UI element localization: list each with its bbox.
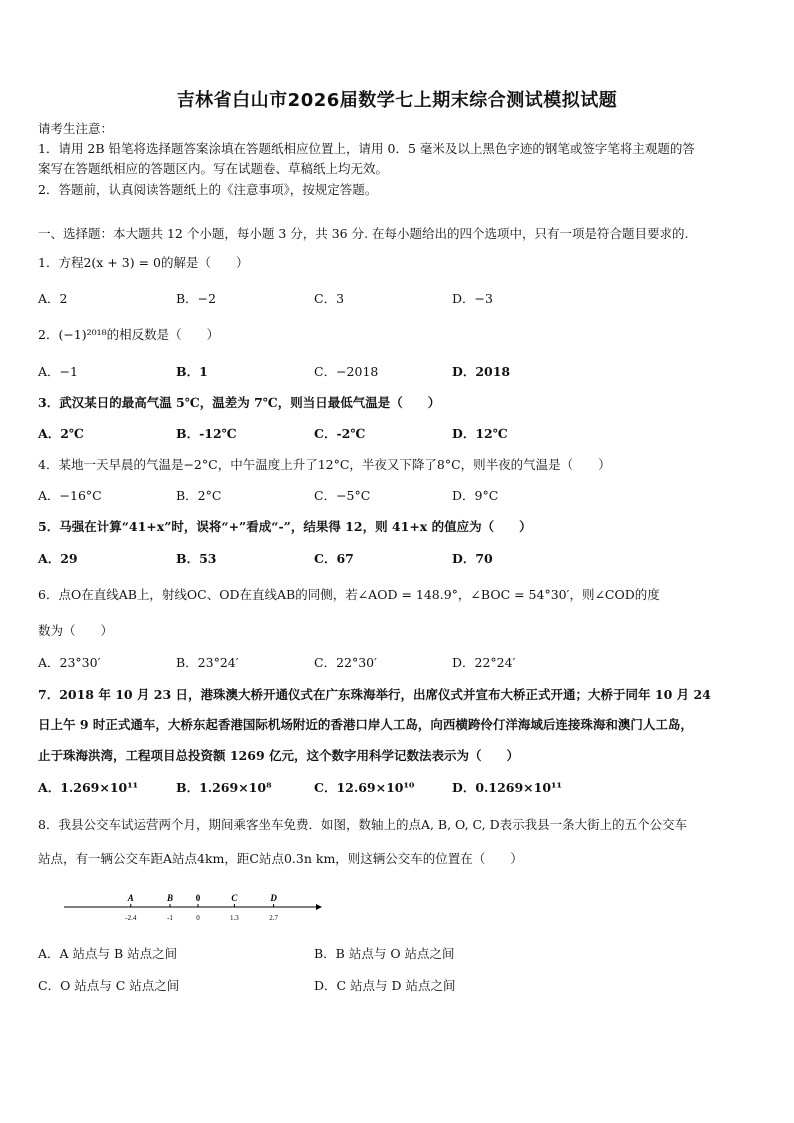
question-4-stem: 4．某地一天早晨的气温是−2°C，中午温度上升了12°C，半夜又下降了8°C，则半夜的气温是（ ） bbox=[38, 457, 611, 472]
number-line-point-label-2: 0 bbox=[195, 893, 201, 903]
number-line-figure bbox=[64, 890, 334, 926]
question-8-option-c[interactable]: C．O 站点与 C 站点之间 bbox=[38, 978, 180, 993]
question-3-option-c[interactable]: C．-2℃ bbox=[314, 426, 366, 441]
question-8-option-a[interactable]: A．A 站点与 B 站点之间 bbox=[38, 946, 178, 961]
question-3-option-d[interactable]: D．12℃ bbox=[452, 426, 508, 441]
question-6-option-d[interactable]: D．22°24′ bbox=[452, 655, 516, 670]
number-line-arrow-icon bbox=[316, 904, 322, 910]
section-heading: 一、选择题：本大题共 12 个小题，每小题 3 分，共 36 分. 在每小题给出的四个选项中，只有一项是符合题目要求的. bbox=[38, 226, 689, 241]
question-7-stem-line-2: 日上午 9 时正式通车，大桥东起香港国际机场附近的香港口岸人工岛，向西横跨伶仃洋海域后连接珠海和澳门人工岛， bbox=[38, 717, 693, 732]
notice-item-2: 2．答题前，认真阅读答题纸上的《注意事项》，按规定答题。 bbox=[38, 182, 378, 197]
question-3-stem: 3．武汉某日的最高气温 5℃，温差为 7℃，则当日最低气温是（ ） bbox=[38, 395, 441, 410]
question-5-option-a[interactable]: A．29 bbox=[38, 551, 78, 566]
question-1-stem: 1．方程2(x + 3) = 0的解是（ ） bbox=[38, 255, 249, 270]
number-line-point-value-1: -1 bbox=[167, 914, 173, 922]
question-3-option-a[interactable]: A．2℃ bbox=[38, 426, 84, 441]
notice-heading: 请考生注意： bbox=[38, 121, 114, 136]
question-7-stem-line-1: 7．2018 年 10 月 23 日，港珠澳大桥开通仪式在广东珠海举行，出席仪式并宣布大桥正式开通；大桥于同年 10 月 24 bbox=[38, 687, 711, 702]
question-2-option-d[interactable]: D．2018 bbox=[452, 364, 511, 379]
notice-item-1-line-1: 1．请用 2B 铅笔将选择题答案涂填在答题纸相应位置上，请用 0．5 毫米及以上黑色字迹的钢笔或签字笔将主观题的答 bbox=[38, 141, 695, 156]
notice-item-1-line-2: 案写在答题纸相应的答题区内。写在试题卷、草稿纸上均无效。 bbox=[38, 161, 389, 176]
question-7-stem-line-3: 止于珠海洪湾，工程项目总投资额 1269 亿元，这个数字用科学记数法表示为（ ） bbox=[38, 748, 519, 763]
question-2-option-a[interactable]: A．−1 bbox=[38, 364, 78, 379]
question-8-stem-line-1: 8．我县公交车试运营两个月，期间乘客坐车免费．如图，数轴上的点A, B, O, C, D表示我县一条大街上的五个公交车 bbox=[38, 817, 688, 832]
question-2-stem: 2．(−1)²⁰¹⁸的相反数是（ ） bbox=[38, 327, 220, 342]
question-2-option-c[interactable]: C．−2018 bbox=[314, 364, 379, 379]
question-4-option-d[interactable]: D．9°C bbox=[452, 488, 499, 503]
question-7-option-d[interactable]: D．0.1269×10¹¹ bbox=[452, 780, 562, 795]
question-5-option-b[interactable]: B．53 bbox=[176, 551, 217, 566]
question-1-option-c[interactable]: C．3 bbox=[314, 291, 345, 306]
number-line-point-value-3: 1.3 bbox=[230, 914, 239, 922]
question-3-option-b[interactable]: B．-12℃ bbox=[176, 426, 237, 441]
number-line-point-label-0: A bbox=[127, 893, 134, 903]
question-7-option-c[interactable]: C．12.69×10¹⁰ bbox=[314, 780, 415, 795]
question-8-option-d[interactable]: D．C 站点与 D 站点之间 bbox=[314, 978, 456, 993]
question-2-option-b[interactable]: B．1 bbox=[176, 364, 208, 379]
question-7-option-b[interactable]: B．1.269×10⁸ bbox=[176, 780, 272, 795]
number-line-point-label-4: D bbox=[270, 893, 277, 903]
question-6-option-c[interactable]: C．22°30′ bbox=[314, 655, 377, 670]
page-title: 吉林省白山市2026届数学七上期末综合测试模拟试题 bbox=[176, 90, 618, 111]
question-6-option-a[interactable]: A．23°30′ bbox=[38, 655, 101, 670]
question-1-option-d[interactable]: D．−3 bbox=[452, 291, 493, 306]
number-line-point-value-4: 2.7 bbox=[269, 914, 278, 922]
question-4-option-a[interactable]: A．−16°C bbox=[38, 488, 102, 503]
question-8-option-b[interactable]: B．B 站点与 O 站点之间 bbox=[314, 946, 455, 961]
question-6-stem-line-2: 数为（ ） bbox=[38, 623, 114, 638]
question-4-option-b[interactable]: B．2°C bbox=[176, 488, 222, 503]
question-6-stem-line-1: 6．点O在直线AB上，射线OC、OD在直线AB的同侧，若∠AOD = 148.9°，∠BOC = 54°30′，则∠COD的度 bbox=[38, 587, 660, 602]
question-5-option-d[interactable]: D．70 bbox=[452, 551, 493, 566]
question-5-stem: 5．马强在计算“41+x”时，误将“+”看成“-”，结果得 12，则 41+x 的值应为（ ） bbox=[38, 519, 532, 534]
number-line-point-label-1: B bbox=[166, 893, 174, 903]
question-8-stem-line-2: 站点，有一辆公交车距A站点4km，距C站点0.3n km，则这辆公交车的位置在（ ） bbox=[38, 851, 523, 866]
number-line-point-value-2: 0 bbox=[196, 914, 200, 922]
question-4-option-c[interactable]: C．−5°C bbox=[314, 488, 371, 503]
question-5-option-c[interactable]: C．67 bbox=[314, 551, 354, 566]
question-7-option-a[interactable]: A．1.269×10¹¹ bbox=[38, 780, 139, 795]
question-1-option-b[interactable]: B．−2 bbox=[176, 291, 217, 306]
question-6-option-b[interactable]: B．23°24′ bbox=[176, 655, 239, 670]
question-1-option-a[interactable]: A．2 bbox=[38, 291, 68, 306]
number-line-point-label-3: C bbox=[231, 893, 238, 903]
number-line-point-value-0: -2.4 bbox=[125, 914, 137, 922]
